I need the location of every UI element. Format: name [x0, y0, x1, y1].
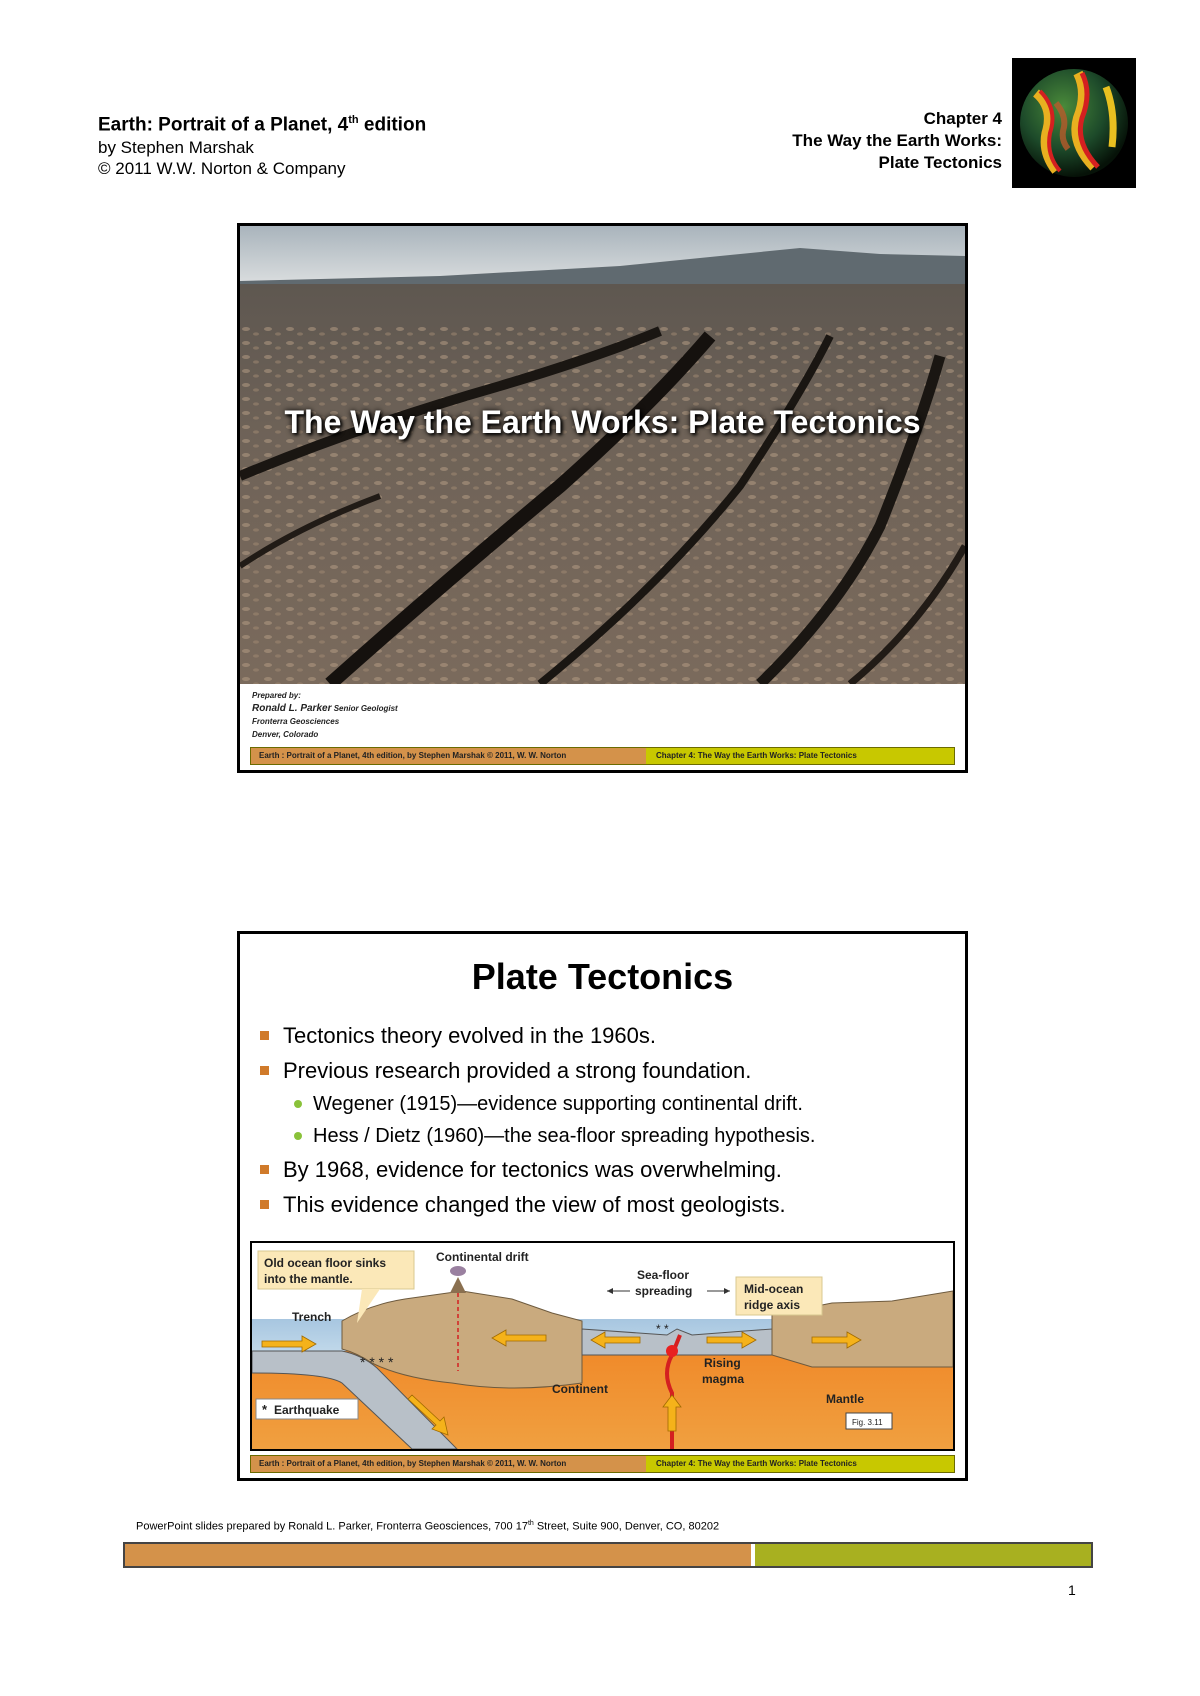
label-ridge-1: Mid-ocean — [744, 1282, 804, 1296]
slide-footer-left: Earth : Portrait of a Planet, 4th edition, by Stephen Marshak © 2011, W. W. Norton — [251, 1456, 646, 1472]
label-rising-magma-1: Rising — [704, 1356, 741, 1370]
sub-bullet-item: Wegener (1915)—evidence supporting continental drift. — [260, 1088, 960, 1120]
preparer-org: Fronterra Geosciences — [252, 717, 340, 726]
page-credit: PowerPoint slides prepared by Ronald L. Parker, Fronterra Geosciences, 700 17th Street, Suite 900, Denver, CO, 80202 — [136, 1520, 720, 1533]
page-header-left — [98, 108, 618, 179]
slide-title-text: The Way the Earth Works: Plate Tectonics — [284, 404, 921, 440]
page-number: 1 — [1068, 1582, 1076, 1598]
bullet-list — [260, 1018, 960, 1222]
slide-heading: Plate Tectonics — [471, 956, 734, 997]
plate-tectonics-diagram — [250, 1241, 955, 1451]
bullet-item: Tectonics theory evolved in the 1960s. — [260, 1018, 960, 1053]
bullet-item: By 1968, evidence for tectonics was overwhelming. — [260, 1152, 960, 1187]
page-footer-bar — [123, 1542, 1093, 1568]
slide-footer-right: Chapter 4: The Way the Earth Works: Plate Tectonics — [646, 1456, 954, 1472]
svg-text:* *: * * — [656, 1322, 669, 1336]
svg-text:* * * *: * * * * — [360, 1354, 394, 1370]
label-old-ocean-1: Old ocean floor sinks — [264, 1256, 387, 1270]
label-continental-drift: Continental drift — [436, 1250, 529, 1264]
chapter-title-line1: The Way the Earth Works: — [792, 131, 1002, 150]
bullet-item: This evidence changed the view of most geologists. — [260, 1187, 960, 1222]
globe-image — [1012, 58, 1136, 188]
slide-footer-bar — [250, 1455, 955, 1473]
book-title: Earth: Portrait of a Planet, 4th edition — [98, 114, 427, 136]
slide-footer-right: Chapter 4: The Way the Earth Works: Plate Tectonics — [646, 748, 954, 764]
label-old-ocean-2: into the mantle. — [264, 1272, 353, 1286]
round-bullet-icon — [294, 1100, 302, 1108]
bullet-item: Previous research provided a strong foundation. — [260, 1053, 960, 1088]
round-bullet-icon — [294, 1132, 302, 1140]
preparer-name: Ronald L. Parker — [252, 703, 332, 714]
label-continent: Continent — [552, 1382, 608, 1396]
book-author: by Stephen Marshak — [98, 138, 254, 158]
preparer-block — [252, 689, 398, 741]
label-sea-floor-1: Sea-floor — [637, 1268, 690, 1282]
preparer-city: Denver, Colorado — [252, 730, 319, 739]
sub-bullet-item: Hess / Dietz (1960)—the sea-floor spreading hypothesis. — [260, 1120, 960, 1152]
prepared-by-label: Prepared by: — [252, 691, 301, 700]
chapter-number: Chapter 4 — [923, 109, 1002, 128]
label-rising-magma-2: magma — [702, 1372, 745, 1386]
label-sea-floor-2: spreading — [635, 1284, 693, 1298]
label-ridge-2: ridge axis — [744, 1298, 801, 1312]
square-bullet-icon — [260, 1066, 269, 1075]
square-bullet-icon — [260, 1165, 269, 1174]
svg-text:*: * — [262, 1402, 268, 1417]
label-mantle: Mantle — [826, 1392, 865, 1406]
preparer-role: Senior Geologist — [333, 704, 398, 713]
label-earthquake: Earthquake — [274, 1403, 340, 1417]
slide-title — [237, 223, 968, 773]
chapter-title-line2: Plate Tectonics — [878, 153, 1002, 172]
footer-bar-right — [755, 1544, 1091, 1566]
rift-landscape-photo — [240, 226, 965, 684]
slide-footer-bar — [250, 747, 955, 765]
footer-bar-left — [125, 1544, 755, 1566]
label-trench: Trench — [292, 1310, 332, 1324]
page-header-right — [582, 108, 1002, 174]
square-bullet-icon — [260, 1200, 269, 1209]
square-bullet-icon — [260, 1031, 269, 1040]
slide-footer-left: Earth : Portrait of a Planet, 4th edition, by Stephen Marshak © 2011, W. W. Norton — [251, 748, 646, 764]
label-figure-number: Fig. 3.11 — [852, 1418, 883, 1427]
book-copyright: © 2011 W.W. Norton & Company — [98, 159, 346, 179]
slide-plate-tectonics — [237, 931, 968, 1481]
